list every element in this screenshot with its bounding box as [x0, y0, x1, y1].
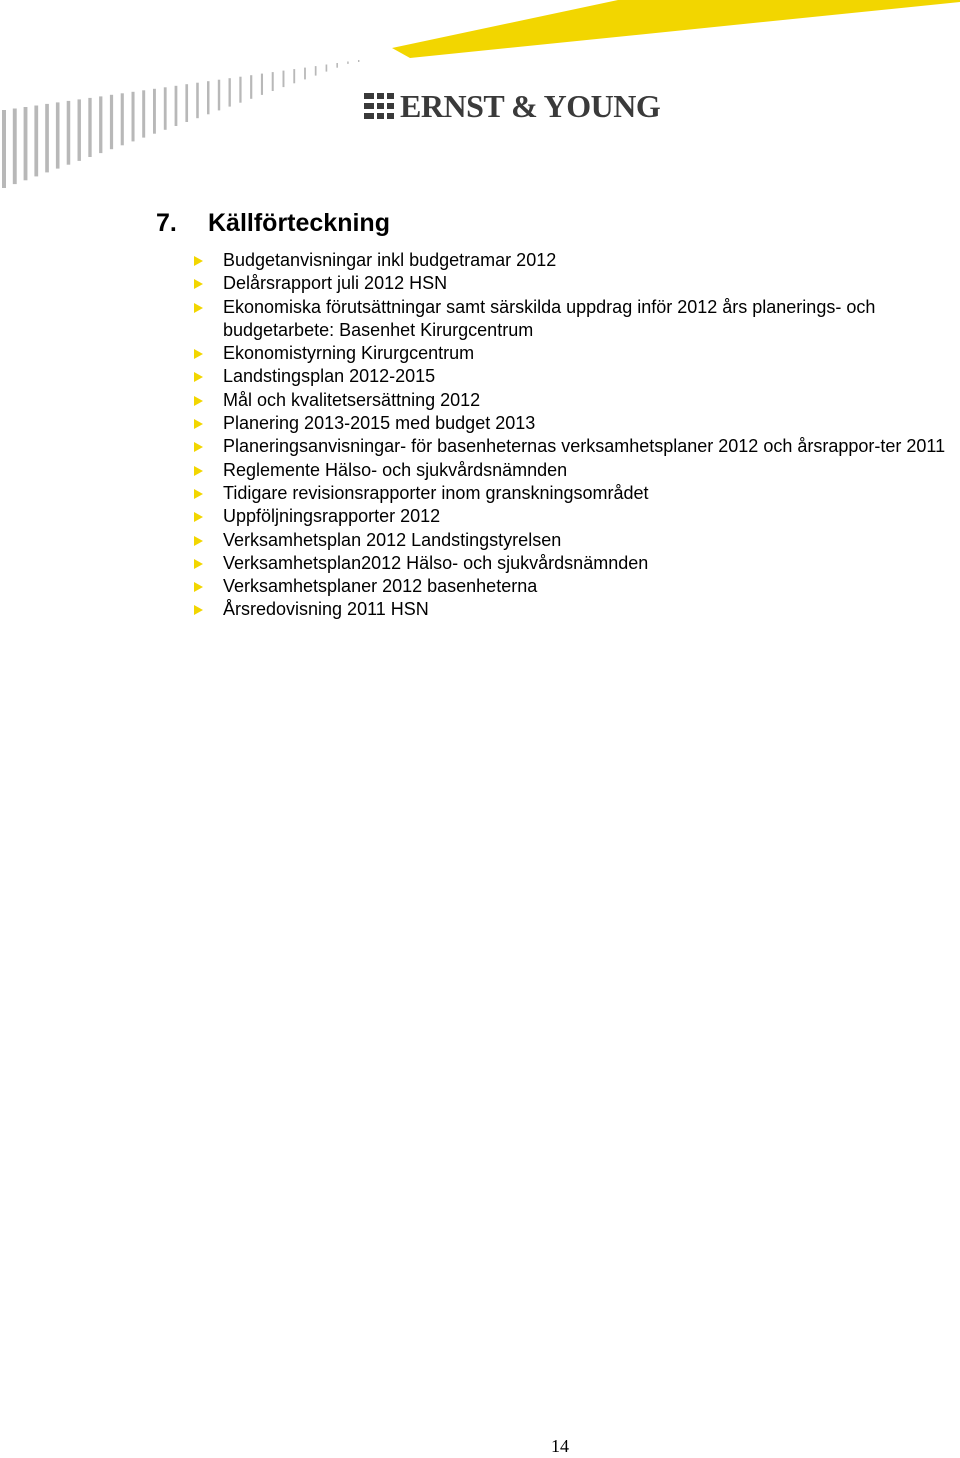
stripe-bar — [67, 101, 71, 165]
stripe-bar — [99, 96, 102, 153]
stripe-bar — [142, 90, 145, 137]
section-number: 7. — [156, 209, 177, 237]
triangle-bullet-icon — [194, 396, 203, 406]
striped-fan-icon — [2, 60, 359, 188]
stripe-bar — [326, 65, 328, 72]
yellow-beam-icon — [392, 0, 960, 58]
triangle-bullet-icon — [194, 419, 203, 429]
list-item — [194, 552, 960, 575]
list-item — [194, 296, 960, 343]
list-item-text: Landstingsplan 2012-2015 — [223, 366, 436, 387]
list-item-text: Delårsrapport juli 2012 HSN — [223, 273, 448, 294]
page-header — [0, 0, 960, 200]
triangle-bullet-icon — [194, 303, 203, 313]
logo-text: ERNST & YOUNG — [400, 87, 661, 124]
stripe-bar — [2, 110, 6, 188]
triangle-bullet-icon — [194, 605, 203, 615]
stripe-bar — [283, 71, 285, 88]
list-item-text: Verksamhetsplan2012 Hälso- och sjukvårdsnämnden — [223, 552, 649, 573]
list-item — [194, 249, 960, 272]
triangle-bullet-icon — [194, 442, 203, 452]
stripe-bar — [78, 99, 81, 160]
triangle-bullet-icon — [194, 349, 203, 359]
stripe-bar — [175, 86, 178, 126]
stripe-bar — [13, 109, 17, 185]
section-heading — [156, 205, 390, 241]
list-item-text: Verksamhetsplan 2012 Landstingstyrelsen — [223, 529, 562, 550]
triangle-bullet-icon — [194, 279, 203, 289]
list-item — [194, 412, 960, 435]
list-item — [194, 342, 960, 365]
stripe-bar — [196, 83, 199, 119]
list-item — [194, 389, 960, 412]
page-number: 14 — [551, 1436, 569, 1456]
list-item — [194, 435, 960, 458]
stripe-bar — [336, 63, 338, 68]
list-item-text: Ekonomistyrning Kirurgcentrum — [223, 343, 475, 364]
stripe-bar — [358, 60, 359, 62]
stripe-bar — [293, 69, 295, 83]
list-item — [194, 272, 960, 295]
stripe-bar — [34, 106, 38, 177]
stripe-bar — [315, 66, 317, 76]
ey-logo-mark-icon — [364, 91, 394, 121]
triangle-bullet-icon — [194, 489, 203, 499]
list-item — [194, 598, 960, 621]
triangle-bullet-icon — [194, 256, 203, 266]
list-item — [194, 365, 960, 388]
list-item-text: Mål och kvalitetsersättning 2012 — [223, 389, 481, 410]
stripe-bar — [56, 102, 60, 168]
stripe-bar — [164, 87, 167, 130]
stripe-bar — [207, 81, 210, 114]
list-item-text: Reglemente Hälso- och sjukvårdsnämnden — [223, 459, 568, 480]
triangle-bullet-icon — [194, 512, 203, 522]
list-item-text: Årsredovisning 2011 HSN — [223, 599, 429, 620]
stripe-bar — [218, 80, 220, 111]
stripe-bar — [304, 68, 306, 80]
stripe-bar — [121, 93, 124, 145]
list-item-text: Planering 2013-2015 med budget 2013 — [223, 413, 536, 434]
stripe-bar — [132, 92, 135, 142]
list-item — [194, 459, 960, 482]
list-item-text: Planeringsanvisningar- för basenheternas verksamhetsplaner 2012 och årsrappor-ter 2011 — [223, 436, 946, 457]
list-item-text: Uppföljningsrapporter 2012 — [223, 506, 441, 527]
triangle-bullet-icon — [194, 536, 203, 546]
list-item — [194, 482, 960, 505]
stripe-bar — [239, 77, 241, 103]
section-title: Källförteckning — [208, 209, 390, 237]
stripe-bar — [24, 107, 28, 180]
company-logo — [364, 84, 660, 128]
stripe-bar — [347, 62, 348, 64]
list-item-text: Ekonomiska förutsättningar samt särskilda uppdrag inför 2012 års planerings- och budgetarbete: Basenhet Kirurgcentrum — [223, 296, 876, 340]
stripe-bar — [261, 74, 263, 95]
list-item — [194, 529, 960, 552]
stripe-bar — [110, 95, 113, 149]
source-list — [194, 249, 960, 622]
list-item — [194, 505, 960, 528]
stripe-bar — [185, 84, 188, 122]
triangle-bullet-icon — [194, 372, 203, 382]
list-item-text: Budgetanvisningar inkl budgetramar 2012 — [223, 250, 557, 270]
triangle-bullet-icon — [194, 559, 203, 569]
stripe-bar — [88, 98, 91, 157]
stripe-bar — [153, 89, 156, 134]
triangle-bullet-icon — [194, 466, 203, 476]
list-item — [194, 575, 960, 598]
list-item-text: Tidigare revisionsrapporter inom granskningsområdet — [223, 482, 649, 503]
stripe-bar — [45, 104, 49, 172]
stripe-bar — [229, 78, 231, 106]
stripe-bar — [272, 72, 274, 91]
stripe-bar — [250, 75, 252, 99]
list-item-text: Verksamhetsplaner 2012 basenheterna — [223, 576, 538, 597]
triangle-bullet-icon — [194, 582, 203, 592]
